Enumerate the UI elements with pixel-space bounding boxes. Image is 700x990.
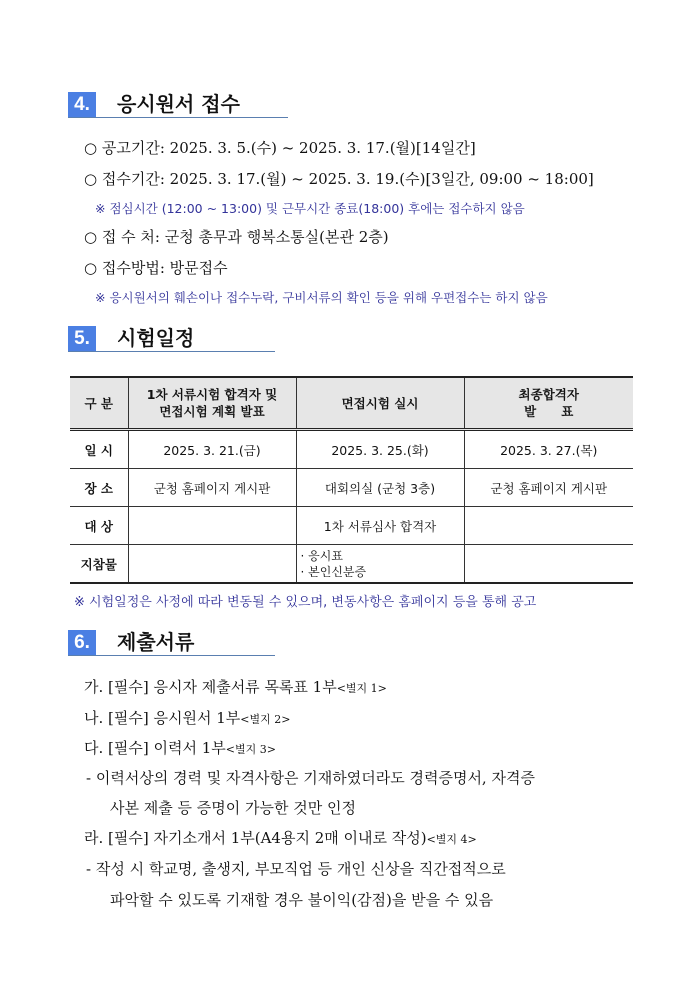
heading-underline: [68, 655, 275, 656]
table-cell: 2025. 3. 21.(금): [128, 430, 296, 469]
table-cell: 1차 서류심사 합격자: [296, 507, 464, 545]
heading-underline: [68, 117, 288, 118]
row-label: 지참물: [70, 545, 128, 584]
document-subitem: - 이력서상의 경력 및 자격사항은 기재하였더라도 경력증명서, 자격증: [86, 769, 535, 787]
document-item: 나. [필수] 응시원서 1부<별지 2>: [84, 709, 291, 727]
table-cell: 대회의실 (군청 3층): [296, 469, 464, 507]
heading-underline: [68, 351, 275, 352]
table-header-row: [70, 377, 633, 430]
row-label: 장 소: [70, 469, 128, 507]
document-item: 라. [필수] 자기소개서 1부(A4용지 2매 이내로 작성)<별지 4>: [84, 829, 477, 847]
document-item: 가. [필수] 응시자 제출서류 목록표 1부<별지 1>: [84, 678, 387, 696]
row-label: 일 시: [70, 430, 128, 469]
section-title: 제출서류: [117, 630, 195, 654]
table-row: [70, 430, 633, 469]
bullet-item: ○ 접 수 처: 군청 총무과 행복소통실(본관 2층): [84, 228, 389, 246]
document-subitem: 파악할 수 있도록 기재할 경우 불이익(감점)을 받을 수 있음: [110, 891, 494, 909]
section-title: 시험일정: [117, 326, 195, 350]
section-number-badge: 5.: [68, 326, 96, 351]
table-cell: · 응시표 · 본인신분증: [296, 545, 464, 584]
table-cell: [128, 507, 296, 545]
bullet-item: ○ 공고기간: 2025. 3. 5.(수) ~ 2025. 3. 17.(월)[14일간]: [84, 139, 476, 157]
header-cell: 구 분: [70, 377, 128, 430]
header-cell: 1차 서류시험 합격자 및 면접시험 계획 발표: [128, 377, 296, 430]
note: ※ 점심시간 (12:00 ~ 13:00) 및 근무시간 종료(18:00) 후에는 접수하지 않음: [95, 201, 525, 216]
table-row: [70, 469, 633, 507]
header-cell: 최종합격자 발 표: [464, 377, 633, 430]
section-number-badge: 4.: [68, 92, 96, 117]
row-label: 대 상: [70, 507, 128, 545]
table-cell: 군청 홈페이지 게시판: [128, 469, 296, 507]
table-row: [70, 507, 633, 545]
document-subitem: 사본 제출 등 증명이 가능한 것만 인정: [110, 799, 356, 817]
table-cell: [464, 507, 633, 545]
exam-schedule-table: [70, 376, 633, 584]
section-number-badge: 6.: [68, 630, 96, 655]
table-cell: 2025. 3. 27.(목): [464, 430, 633, 469]
document-subitem: - 작성 시 학교명, 출생지, 부모직업 등 개인 신상을 직간접적으로: [86, 860, 506, 878]
document-item: 다. [필수] 이력서 1부<별지 3>: [84, 739, 276, 757]
header-cell: 면접시험 실시: [296, 377, 464, 430]
table-cell: [464, 545, 633, 584]
table-row: [70, 545, 633, 584]
table-cell: 2025. 3. 25.(화): [296, 430, 464, 469]
bullet-item: ○ 접수방법: 방문접수: [84, 259, 228, 277]
schedule-note: ※ 시험일정은 사정에 따라 변동될 수 있으며, 변동사항은 홈페이지 등을 통해 공고: [74, 595, 537, 610]
bullet-item: ○ 접수기간: 2025. 3. 17.(월) ~ 2025. 3. 19.(수)[3일간, 09:00 ~ 18:00]: [84, 170, 594, 188]
table-cell: [128, 545, 296, 584]
section-title: 응시원서 접수: [117, 92, 240, 116]
note: ※ 응시원서의 훼손이나 접수누락, 구비서류의 확인 등을 위해 우편접수는 하지 않음: [95, 290, 548, 305]
table-cell: 군청 홈페이지 게시판: [464, 469, 633, 507]
